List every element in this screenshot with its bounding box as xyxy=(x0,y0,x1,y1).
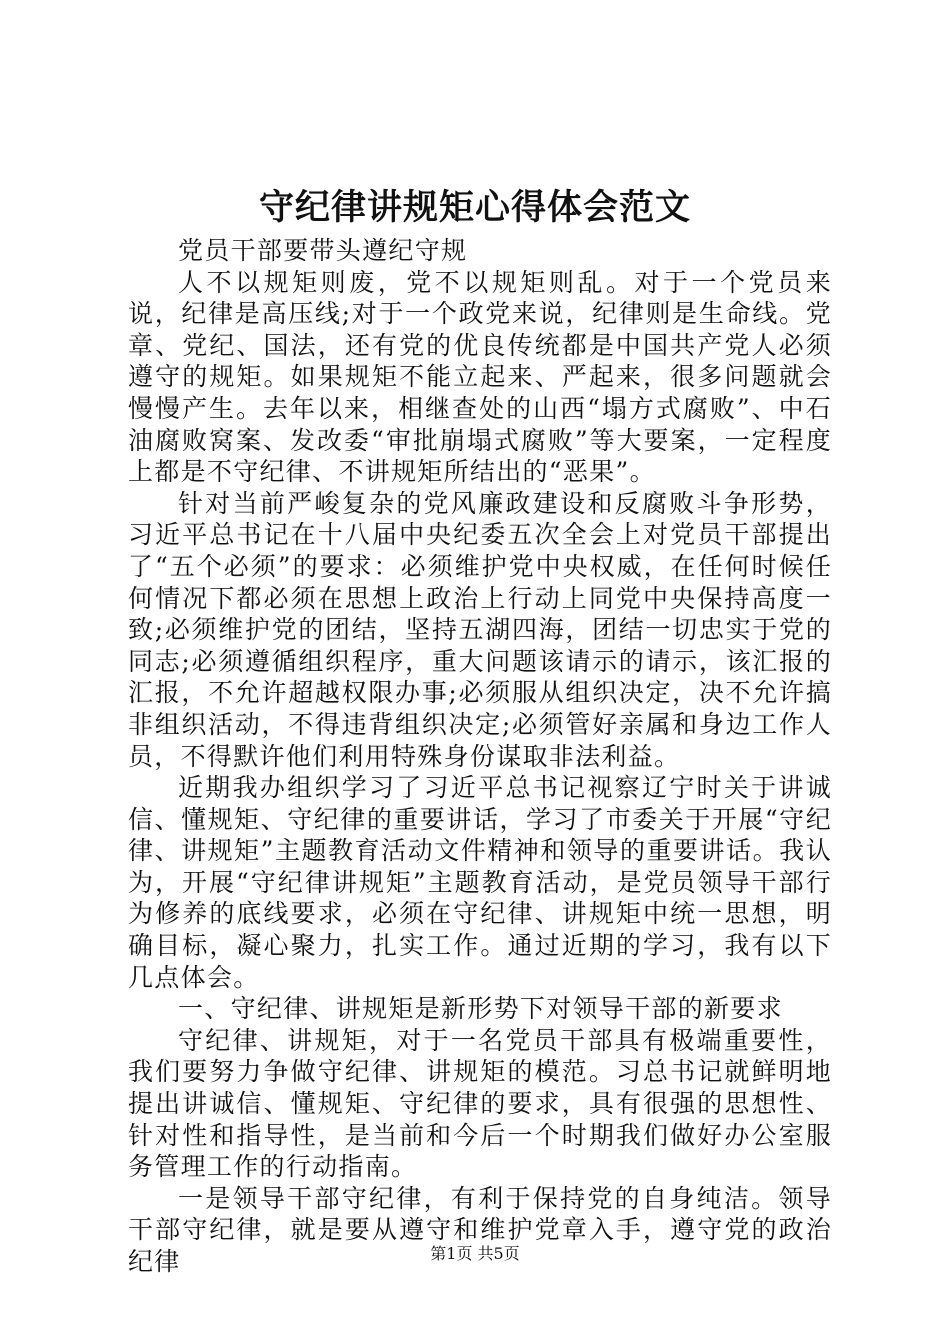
body-paragraph: 针对当前严峻复杂的党风廉政建设和反腐败斗争形势，习近平总书记在十八届中央纪委五次全会上对党员干部提出了“五个必须”的要求：必须维护党中央权威，在任何时候任何情况下都必须在思想上政治上行动上同党中央保持高度一致;必须维护党的团结，坚持五湖四海，团结一切忠实于党的同志;必须遵循组织程序，重大问题该请示的请示，该汇报的汇报，不允许超越权限办事;必须服从组织决定，决不允许搞非组织活动，不得违背组织决定;必须管好亲属和身边工作人员，不得默许他们利用特殊身份谋取非法利益。 xyxy=(128,488,832,771)
body-paragraph: 守纪律、讲规矩，对于一名党员干部具有极端重要性，我们要努力争做守纪律、讲规矩的模范。习总书记就鲜明地提出讲诚信、懂规矩、守纪律的要求，具有很强的思想性、针对性和指导性，是当前和今后一个时期我们做好办公室服务管理工作的行动指南。 xyxy=(128,1025,832,1182)
document-title: 守纪律讲规矩心得体会范文 xyxy=(258,187,691,228)
body-paragraph: 人不以规矩则废，党不以规矩则乱。对于一个党员来说，纪律是高压线;对于一个政党来说，纪律则是生命线。党章、党纪、国法，还有党的优良传统都是中国共产党人必须遵守的规矩。如果规矩不能立起来、严起来，很多问题就会慢慢产生。去年以来，相继查处的山西“塌方式腐败”、中石油腐败窝案、发改委“审批崩塌式腐败”等大要案，一定程度上都是不守纪律、不讲规矩所结出的“恶果”。 xyxy=(128,267,832,487)
body-paragraph: 一是领导干部守纪律，有利于保持党的自身纯洁。领导干部守纪律，就是要从遵守和维护党章入手，遵守党的政治纪律 xyxy=(128,1183,832,1276)
page-number-footer: 第1页 共5页 xyxy=(430,1244,520,1263)
body-paragraph: 近期我办组织学习了习近平总书记视察辽宁时关于讲诚信、懂规矩、守纪律的重要讲话，学习了市委关于开展“守纪律、讲规矩”主题教育活动文件精神和领导的重要讲话。我认为，开展“守纪律讲规矩”主题教育活动，是党员领导干部行为修养的底线要求，必须在守纪律、讲规矩中统一思想，明确目标，凝心聚力，扎实工作。通过近期的学习，我有以下几点体会。 xyxy=(128,773,832,992)
document-body xyxy=(128,235,832,1278)
section-heading: 党员干部要带头遵纪守规 xyxy=(178,236,468,265)
section-heading: 一、守纪律、讲规矩是新形势下对领导干部的新要求 xyxy=(178,994,783,1024)
